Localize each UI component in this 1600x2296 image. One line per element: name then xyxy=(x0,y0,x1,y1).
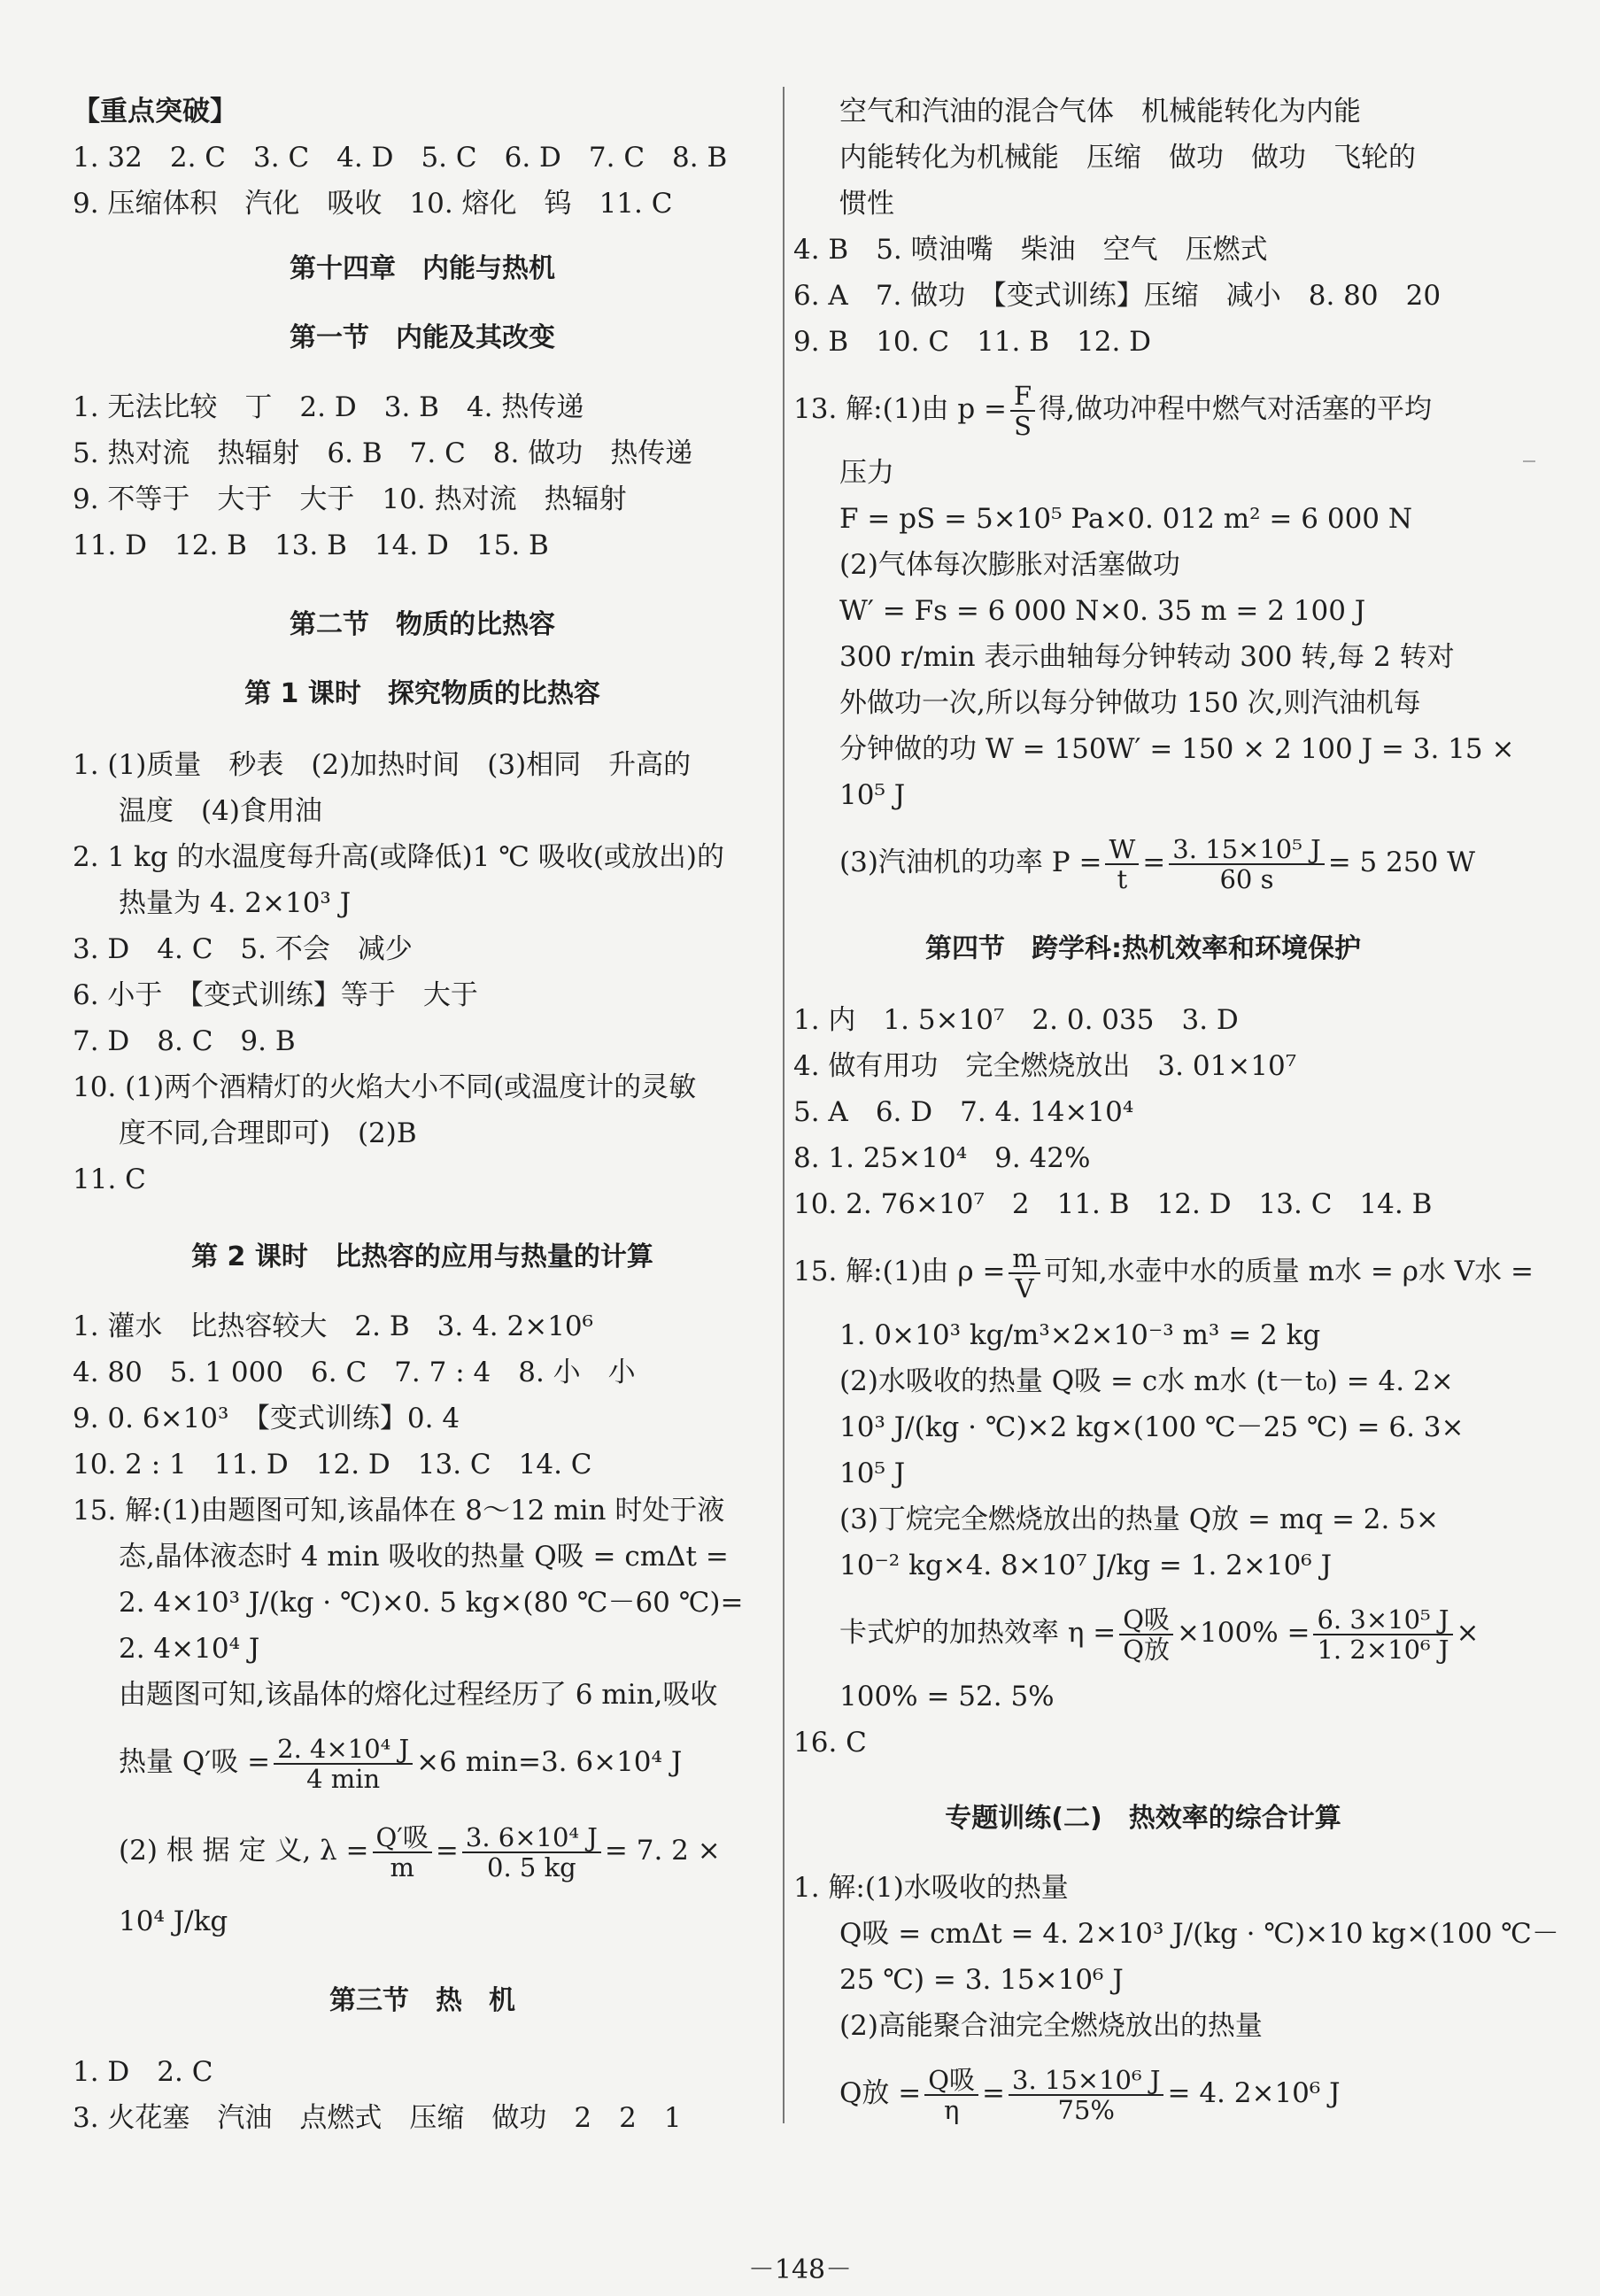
formula-line: (3)丁烷完全燃烧放出的热量 Q放 = mq = 2. 5× xyxy=(839,1504,1439,1535)
answer-line: 1. 灌水 比热容较大 2. B 3. 4. 2×10⁶ xyxy=(73,1310,594,1342)
formula-line: 10⁻² kg×4. 8×10⁷ J/kg = 1. 2×10⁶ J xyxy=(839,1550,1333,1581)
answer-line: 16. C xyxy=(793,1727,867,1759)
answer-line: 300 r/min 表示曲轴每分钟转动 300 转,每 2 转对 xyxy=(839,641,1455,673)
answer-line: 压力 xyxy=(839,457,894,489)
formula-line: 15. 解:(1)由 ρ = $\frac{m}{V}$ 可知,水壶中水的质量 m水 = ρ水 V水 = xyxy=(793,1242,1534,1303)
answer-line: 温度 (4)食用油 xyxy=(119,795,322,827)
fraction: $\frac{\text{Q吸}}{\eta}$ xyxy=(924,2066,978,2124)
fraction: $\frac{\text{3. 15×10⁵ J}}{60 s}$ xyxy=(1169,835,1324,893)
answer-line: 2. 4×10⁴ J xyxy=(119,1633,260,1665)
fraction: $\frac{\text{3. 6×10⁴ J}}{0. 5 kg}$ xyxy=(462,1823,601,1882)
answer-line: 9. 压缩体积 汽化 吸收 10. 熔化 钨 11. C xyxy=(73,188,673,220)
answer-line: 9. 不等于 大于 大于 10. 热对流 热辐射 xyxy=(73,483,627,515)
answer-line: 3. 火花塞 汽油 点燃式 压缩 做功 2 2 1 xyxy=(73,2102,682,2134)
section-heading: 第四节 跨学科:热机效率和环境保护 xyxy=(925,933,1361,964)
answer-line: 11. C xyxy=(73,1163,146,1195)
answer-line: 度不同,合理即可) (2)B xyxy=(119,1117,417,1149)
formula-line: 10⁵ J xyxy=(839,1457,906,1489)
answer-line: 惯性 xyxy=(839,188,894,220)
answer-line: 1. 解:(1)水吸收的热量 xyxy=(793,1872,1069,1904)
formula-line: 1. 0×10³ kg/m³×2×10⁻³ m³ = 2 kg xyxy=(839,1319,1321,1351)
answer-line: 热量为 4. 2×10³ J xyxy=(119,887,352,919)
answer-line: 1. 32 2. C 3. C 4. D 5. C 6. D 7. C 8. B xyxy=(73,142,728,174)
answer-line: 4. 做有用功 完全燃烧放出 3. 01×10⁷ xyxy=(793,1050,1297,1082)
page-number: －148－ xyxy=(747,2254,853,2285)
fraction: $\frac{m}{V}$ xyxy=(1009,1244,1040,1303)
section-heading: 专题训练(二) 热效率的综合计算 xyxy=(945,1803,1341,1834)
formula-line: 100% = 52. 5% xyxy=(839,1681,1055,1712)
answer-line: 外做功一次,所以每分钟做功 150 次,则汽油机每 xyxy=(839,687,1421,719)
answer-line: 6. A 7. 做功 【变式训练】压缩 减小 8. 80 20 xyxy=(793,280,1442,312)
fraction: $\frac{\text{2. 4×10⁴ J}}{4 \min}$ xyxy=(274,1735,413,1793)
answer-line: 态,晶体液态时 4 min 吸收的热量 Q吸 = cmΔt = xyxy=(119,1541,729,1573)
answer-line: 1. D 2. C xyxy=(73,2056,213,2088)
fraction: $\frac{\text{3. 15×10⁶ J}}{75\%}$ xyxy=(1009,2066,1163,2124)
answer-line: 9. B 10. C 11. B 12. D xyxy=(793,326,1152,358)
fraction: $\frac{F}{S}$ xyxy=(1010,382,1035,440)
answer-line: 4. 80 5. 1 000 6. C 7. 7 : 4 8. 小 小 xyxy=(73,1357,636,1388)
answer-line: 9. 0. 6×10³ 【变式训练】0. 4 xyxy=(73,1403,460,1434)
section-heading: 第二节 物质的比热容 xyxy=(290,609,555,640)
answer-line: 15. 解:(1)由题图可知,该晶体在 8～12 min 时处于液 xyxy=(73,1495,725,1527)
answer-line: 3. D 4. C 5. 不会 减少 xyxy=(73,933,413,965)
column-divider xyxy=(783,87,785,2123)
formula-line: 13. 解:(1)由 p = $\frac{F}{S}$ 得,做功冲程中燃气对活塞的平均 xyxy=(793,380,1433,441)
formula-line: (3)汽油机的功率 P = $\frac{W}{t}$ = $\frac{\text{3. 15×10⁵ J}}{60 s}$ = 5 250 W xyxy=(839,833,1476,894)
fraction: $\frac{\text{Q吸}}{\text{Q放}}$ xyxy=(1119,1605,1173,1664)
chapter-heading: 第十四章 内能与热机 xyxy=(290,253,555,284)
answer-line: (2)气体每次膨胀对活塞做功 xyxy=(839,549,1180,581)
section-label: 【重点突破】 xyxy=(73,96,237,128)
formula-line: Q吸 = cmΔt = 4. 2×10³ J/(kg · ℃)×10 kg×(100 ℃－ xyxy=(839,1918,1559,1950)
answer-line: 10. (1)两个酒精灯的火焰大小不同(或温度计的灵敏 xyxy=(73,1071,697,1103)
answer-line: 2. 1 kg 的水温度每升高(或降低)1 ℃ 吸收(或放出)的 xyxy=(73,841,724,873)
formula-line: 卡式炉的加热效率 η = $\frac{\text{Q吸}}{\text{Q放}}$ ×100% = $\frac{\text{6. 3×10⁵ J}}{\text{1. 2×10⁶ J}}$ × xyxy=(839,1604,1480,1665)
answer-line: 11. D 12. B 13. B 14. D 15. B xyxy=(73,530,549,561)
formula-line: 25 ℃) = 3. 15×10⁶ J xyxy=(839,1964,1124,1996)
formula-line: (2)水吸收的热量 Q吸 = c水 m水 (t－t₀) = 4. 2× xyxy=(839,1365,1454,1397)
answer-line: 10⁵ J xyxy=(839,779,906,811)
answer-line: 内能转化为机械能 压缩 做功 做功 飞轮的 xyxy=(839,142,1416,174)
formula-line: F = pS = 5×10⁵ Pa×0. 012 m² = 6 000 N xyxy=(839,503,1412,535)
answer-line: 分钟做的功 W = 150W′ = 150 × 2 100 J = 3. 15 × xyxy=(839,733,1515,765)
answer-line: 5. 热对流 热辐射 6. B 7. C 8. 做功 热传递 xyxy=(73,437,693,469)
formula-line: W′ = Fs = 6 000 N×0. 35 m = 2 100 J xyxy=(839,595,1366,627)
answer-line: 10. 2 : 1 11. D 12. D 13. C 14. C xyxy=(73,1449,592,1480)
fraction: $\frac{\text{6. 3×10⁵ J}}{\text{1. 2×10⁶ J}}$ xyxy=(1313,1605,1452,1664)
answer-line: 10⁴ J/kg xyxy=(119,1906,228,1937)
formula-line: 热量 Q′吸 = $\frac{\text{2. 4×10⁴ J}}{4 \min}$ ×6 min=3. 6×10⁴ J xyxy=(119,1733,683,1794)
answer-line: 4. B 5. 喷油嘴 柴油 空气 压燃式 xyxy=(793,234,1268,266)
lesson-heading: 第 1 课时 探究物质的比热容 xyxy=(244,678,600,709)
answer-line: (2)高能聚合油完全燃烧放出的热量 xyxy=(839,2010,1263,2042)
answer-line: 5. A 6. D 7. 4. 14×10⁴ xyxy=(793,1096,1134,1128)
answer-line: 1. 无法比较 丁 2. D 3. B 4. 热传递 xyxy=(73,391,584,423)
section-heading: 第一节 内能及其改变 xyxy=(290,322,555,353)
answer-line: 2. 4×10³ J/(kg · ℃)×0. 5 kg×(80 ℃－60 ℃)= xyxy=(119,1587,744,1619)
answer-line: 空气和汽油的混合气体 机械能转化为内能 xyxy=(839,96,1361,128)
fraction: $\frac{W}{t}$ xyxy=(1105,835,1139,893)
answer-line: 6. 小于 【变式训练】等于 大于 xyxy=(73,979,478,1011)
lesson-heading: 第 2 课时 比热容的应用与热量的计算 xyxy=(191,1241,653,1272)
answer-line: 10. 2. 76×10⁷ 2 11. B 12. D 13. C 14. B xyxy=(793,1188,1433,1220)
fraction: $\frac{\text{Q′吸}}{m}$ xyxy=(373,1823,432,1882)
answer-line: 8. 1. 25×10⁴ 9. 42% xyxy=(793,1142,1091,1174)
formula-line: (2) 根 据 定 义, λ = $\frac{\text{Q′吸}}{m}$ = $\frac{\text{3. 6×10⁴ J}}{0. 5 kg}$ = 7. 2 × xyxy=(119,1821,721,1882)
scan-mark xyxy=(1523,460,1535,462)
section-heading: 第三节 热 机 xyxy=(329,1985,515,2016)
answer-line: 7. D 8. C 9. B xyxy=(73,1025,296,1057)
answer-line: 1. (1)质量 秒表 (2)加热时间 (3)相同 升高的 xyxy=(73,749,692,781)
answer-line: 由题图可知,该晶体的熔化过程经历了 6 min,吸收 xyxy=(119,1679,718,1711)
formula-line: 10³ J/(kg · ℃)×2 kg×(100 ℃－25 ℃) = 6. 3× xyxy=(839,1411,1465,1443)
formula-line: Q放 = $\frac{\text{Q吸}}{\eta}$ = $\frac{\text{3. 15×10⁶ J}}{75\%}$ = 4. 2×10⁶ J xyxy=(839,2064,1341,2125)
answer-line: 1. 内 1. 5×10⁷ 2. 0. 035 3. D xyxy=(793,1004,1239,1036)
